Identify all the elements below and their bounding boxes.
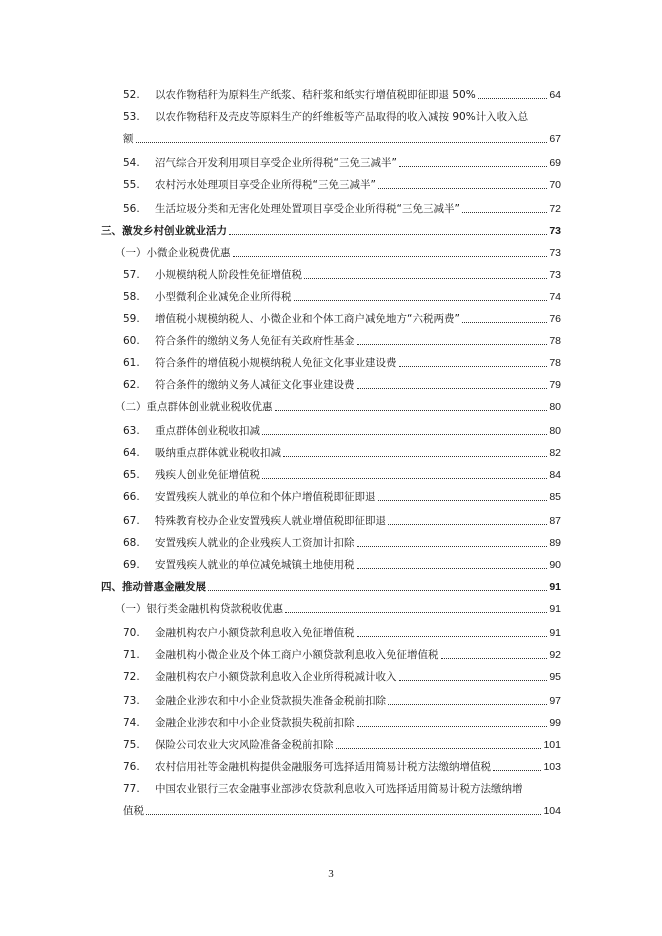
- toc-entry-number: 76.: [123, 761, 140, 773]
- toc-entry-title: 安置残疾人就业的企业残疾人工资加计扣除: [155, 537, 355, 549]
- toc-page-number: 91: [549, 603, 561, 615]
- toc-entry-title: 符合条件的缴纳义务人减征文化事业建设费: [155, 379, 355, 391]
- toc-entry-number: 55.: [123, 179, 140, 191]
- toc-entry-title: 农村信用社等金融机构提供金融服务可选择适用简易计税方法缴纳增值税: [155, 761, 491, 773]
- toc-entry-number: 63.: [123, 425, 140, 437]
- toc-entry-number: 67.: [123, 515, 140, 527]
- toc-entry[interactable]: [0, 710, 662, 730]
- toc-leader-dots: [262, 434, 547, 435]
- toc-leader-dots: [462, 212, 547, 213]
- toc-entry-title: 符合条件的缴纳义务人免征有关政府性基金: [155, 335, 355, 347]
- toc-page-number: 69: [549, 157, 561, 169]
- page-number: 3: [328, 868, 334, 880]
- toc-entry[interactable]: [0, 620, 662, 640]
- toc-entry-title: 以农作物秸秆为原料生产纸浆、秸秆浆和纸实行增值税即征即退 50%: [155, 89, 476, 101]
- toc-entry[interactable]: [0, 350, 662, 370]
- toc-page-number: 95: [549, 671, 561, 683]
- toc-page-number: 80: [549, 425, 561, 437]
- toc-leader-dots: [294, 300, 548, 301]
- toc-entry-title: 四、推动普惠金融发展: [101, 581, 206, 593]
- toc-entry-title: 金融企业涉农和中小企业贷款损失税前扣除: [155, 717, 355, 729]
- toc-entry[interactable]: [0, 150, 662, 170]
- toc-page-number: 89: [549, 537, 561, 549]
- toc-entry-number: 77.: [123, 783, 140, 795]
- toc-page-number: 72: [549, 203, 561, 215]
- toc-entry[interactable]: [0, 530, 662, 550]
- toc-entry-title: 金融企业涉农和中小企业贷款损失准备金税前扣除: [155, 695, 386, 707]
- toc-entry-number: 74.: [123, 717, 140, 729]
- toc-page-number: 103: [543, 761, 561, 773]
- toc-leader-dots: [233, 256, 548, 257]
- toc-chapter[interactable]: [0, 218, 662, 238]
- toc-entry[interactable]: [0, 462, 662, 482]
- toc-entry-title: 额: [123, 133, 134, 145]
- toc-entry-title: （一）小微企业税费优惠: [115, 247, 231, 259]
- toc-entry-number: 68.: [123, 537, 140, 549]
- toc-entry-title: 吸纳重点群体就业税收扣减: [155, 447, 281, 459]
- toc-entry[interactable]: [0, 262, 662, 282]
- toc-leader-dots: [357, 568, 548, 569]
- toc-page-number: 76: [549, 313, 561, 325]
- toc-leader-dots: [388, 524, 547, 525]
- toc-page-number: 97: [549, 695, 561, 707]
- toc-leader-dots: [208, 590, 547, 591]
- toc-page-number: 91: [549, 581, 561, 593]
- toc-entry-title: 值税: [123, 805, 144, 817]
- toc-entry-number: 57.: [123, 269, 140, 281]
- toc-entry-number: 62.: [123, 379, 140, 391]
- toc-leader-dots: [262, 478, 547, 479]
- toc-entry-number: 75.: [123, 739, 140, 751]
- toc-entry[interactable]: [0, 104, 662, 124]
- toc-entry[interactable]: [0, 732, 662, 752]
- toc-entry-title: 中国农业银行三农金融事业部涉农贷款利息收入可选择适用简易计税方法缴纳增: [155, 783, 523, 795]
- toc-entry-title: 金融机构农户小额贷款利息收入企业所得税减计收入: [155, 671, 397, 683]
- toc-section[interactable]: [0, 596, 662, 616]
- toc-page-number: 85: [549, 491, 561, 503]
- toc-leader-dots: [378, 188, 547, 189]
- toc-leader-dots: [357, 388, 548, 389]
- toc-entry-title: 农村污水处理项目享受企业所得税“三免三减半”: [155, 179, 376, 191]
- toc-entry-number: 69.: [123, 559, 140, 571]
- toc-entry-number: 54.: [123, 157, 140, 169]
- toc-entry-title: 安置残疾人就业的单位和个体户增值税即征即退: [155, 491, 376, 503]
- toc-leader-dots: [399, 680, 548, 681]
- toc-entry-title: 保险公司农业大灾风险准备金税前扣除: [155, 739, 334, 751]
- toc-page-number: 70: [549, 179, 561, 191]
- toc-entry[interactable]: [0, 126, 662, 146]
- toc-entry[interactable]: [0, 372, 662, 392]
- toc-entry-number: 52.: [123, 89, 140, 101]
- toc-entry[interactable]: [0, 484, 662, 504]
- toc-entry[interactable]: [0, 306, 662, 326]
- toc-entry-title: 三、激发乡村创业就业活力: [101, 225, 227, 237]
- toc-page-number: 73: [549, 225, 561, 237]
- toc-entry[interactable]: [0, 552, 662, 572]
- toc-entry[interactable]: [0, 776, 662, 796]
- toc-entry-number: 72.: [123, 671, 140, 683]
- toc-entry-title: 生活垃圾分类和无害化处理处置项目享受企业所得税“三免三减半”: [155, 203, 460, 215]
- toc-page-number: 78: [549, 335, 561, 347]
- toc-entry-title: 重点群体创业税收扣减: [155, 425, 260, 437]
- toc-chapter[interactable]: [0, 574, 662, 594]
- toc-entry-number: 71.: [123, 649, 140, 661]
- toc-leader-dots: [357, 636, 548, 637]
- toc-leader-dots: [399, 366, 548, 367]
- toc-entry-number: 56.: [123, 203, 140, 215]
- toc-entry-number: 66.: [123, 491, 140, 503]
- toc-page-number: 80: [549, 401, 561, 413]
- toc-entry[interactable]: [0, 508, 662, 528]
- toc-entry[interactable]: [0, 688, 662, 708]
- toc-entry-title: （一）银行类金融机构贷款税收优惠: [115, 603, 283, 615]
- toc-entry-title: 金融机构农户小额贷款利息收入免征增值税: [155, 627, 355, 639]
- toc-leader-dots: [304, 278, 547, 279]
- toc-entry[interactable]: [0, 328, 662, 348]
- toc-page-number: 67: [549, 133, 561, 145]
- toc-page-number: 91: [549, 627, 561, 639]
- toc-page-number: 74: [549, 291, 561, 303]
- toc-entry[interactable]: [0, 440, 662, 460]
- toc-page-number: 101: [543, 739, 561, 751]
- toc-leader-dots: [357, 344, 548, 345]
- toc-page-number: 87: [549, 515, 561, 527]
- toc-entry[interactable]: [0, 82, 662, 102]
- toc-leader-dots: [378, 500, 548, 501]
- toc-entry-number: 60.: [123, 335, 140, 347]
- toc-page-number: 92: [549, 649, 561, 661]
- toc-entry[interactable]: [0, 798, 662, 818]
- toc-section[interactable]: [0, 240, 662, 260]
- toc-entry-number: 58.: [123, 291, 140, 303]
- toc-section[interactable]: [0, 394, 662, 414]
- toc-entry[interactable]: [0, 664, 662, 684]
- toc-page-number: 104: [543, 805, 561, 817]
- toc-entry-number: 70.: [123, 627, 140, 639]
- toc-entry-title: 金融机构小微企业及个体工商户小额贷款利息收入免征增值税: [155, 649, 439, 661]
- toc-leader-dots: [275, 410, 548, 411]
- toc-entry-title: 增值税小规模纳税人、小微企业和个体工商户减免地方“六税两费”: [155, 313, 460, 325]
- toc-entry-title: 小型微利企业减免企业所得税: [155, 291, 292, 303]
- toc-leader-dots: [136, 142, 548, 143]
- toc-entry-title: 小规模纳税人阶段性免征增值税: [155, 269, 302, 281]
- toc-page-number: 73: [549, 269, 561, 281]
- toc-leader-dots: [229, 234, 547, 235]
- toc-entry-title: （二）重点群体创业就业税收优惠: [115, 401, 273, 413]
- toc-page-number: 82: [549, 447, 561, 459]
- toc-leader-dots: [399, 166, 547, 167]
- toc-entry-number: 64.: [123, 447, 140, 459]
- toc-entry-title: 符合条件的增值税小规模纳税人免征文化事业建设费: [155, 357, 397, 369]
- toc-page-number: 73: [549, 247, 561, 259]
- toc-page-number: 90: [549, 559, 561, 571]
- toc-leader-dots: [146, 814, 541, 815]
- toc-leader-dots: [462, 322, 547, 323]
- toc-entry-title: 特殊教育校办企业安置残疾人就业增值税即征即退: [155, 515, 386, 527]
- toc-leader-dots: [357, 546, 548, 547]
- toc-leader-dots: [336, 748, 542, 749]
- toc-page-number: 78: [549, 357, 561, 369]
- toc-entry[interactable]: [0, 284, 662, 304]
- toc-entry-title: 沼气综合开发利用项目享受企业所得税“三免三减半”: [155, 157, 397, 169]
- toc-page-number: 99: [549, 717, 561, 729]
- toc-entry[interactable]: [0, 754, 662, 774]
- toc-entry[interactable]: [0, 196, 662, 216]
- toc-leader-dots: [285, 612, 547, 613]
- toc-leader-dots: [283, 456, 547, 457]
- toc-entry-number: 59.: [123, 313, 140, 325]
- toc-leader-dots: [478, 98, 548, 99]
- toc-leader-dots: [388, 704, 547, 705]
- toc-page-number: 84: [549, 469, 561, 481]
- toc-entry-number: 73.: [123, 695, 140, 707]
- toc-page-number: 64: [549, 89, 561, 101]
- toc-entry-title: 残疾人创业免征增值税: [155, 469, 260, 481]
- toc-page-number: 79: [549, 379, 561, 391]
- toc-leader-dots: [357, 726, 548, 727]
- toc-entry-title: 安置残疾人就业的单位减免城镇土地使用税: [155, 559, 355, 571]
- toc-entry-number: 53.: [123, 111, 140, 123]
- toc-entry[interactable]: [0, 418, 662, 438]
- toc-entry-number: 61.: [123, 357, 140, 369]
- toc-leader-dots: [493, 770, 541, 771]
- toc-entry[interactable]: [0, 642, 662, 662]
- toc-entry[interactable]: [0, 172, 662, 192]
- toc-entry-title: 以农作物秸秆及壳皮等原料生产的纤维板等产品取得的收入减按 90%计入收入总: [155, 111, 529, 123]
- toc-leader-dots: [441, 658, 548, 659]
- toc-entry-number: 65.: [123, 469, 140, 481]
